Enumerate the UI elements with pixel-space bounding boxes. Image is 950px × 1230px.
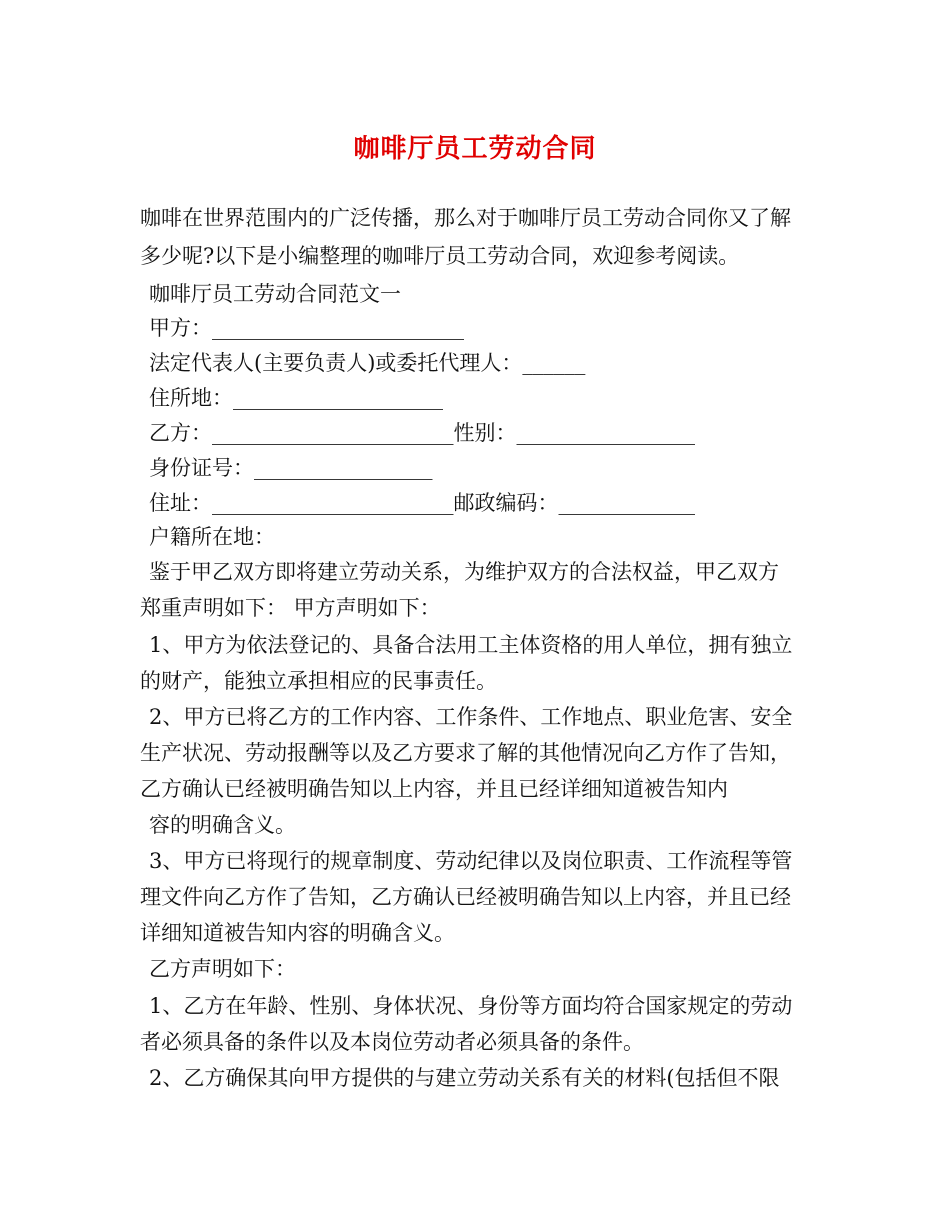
body-line: 2、乙方确保其向甲方提供的与建立劳动关系有关的材料(包括但不限: [149, 1066, 780, 1090]
body-line: 详细知道被告知内容的明确含义。: [140, 921, 455, 945]
form-field-line: 住所地：____________________: [149, 386, 443, 410]
body-line: 咖啡在世界范围内的广泛传播，那么对于咖啡厅员工劳动合同你又了解: [140, 206, 791, 230]
form-field-line: 户籍所在地：: [149, 525, 275, 549]
form-field-line: 甲方：________________________: [149, 316, 464, 340]
body-line: 鉴于甲乙双方即将建立劳动关系，为维护双方的合法权益，甲乙双方: [149, 560, 779, 584]
form-field-line: 乙方：_______________________性别：_________________: [149, 421, 695, 445]
body-line: 理文件向乙方作了告知，乙方确认已经被明确告知以上内容，并且已经: [140, 885, 791, 909]
body-line: 生产状况、劳动报酬等以及乙方要求了解的其他情况向乙方作了告知，: [140, 741, 791, 765]
body-line: 郑重声明如下： 甲方声明如下：: [140, 596, 441, 620]
body-line: 多少呢?以下是小编整理的咖啡厅员工劳动合同，欢迎参考阅读。: [140, 244, 740, 268]
form-field-line: 法定代表人(主要负责人)或委托代理人：______: [149, 351, 586, 375]
body-line: 1、乙方在年龄、性别、身体状况、身份等方面均符合国家规定的劳动: [149, 994, 793, 1018]
body-line: 乙方确认已经被明确告知以上内容，并且已经详细知道被告知内: [140, 777, 728, 801]
body-line: 者必须具备的条件以及本岗位劳动者必须具备的条件。: [140, 1030, 644, 1054]
section-heading: 乙方声明如下：: [149, 957, 296, 981]
document-title: 咖啡厅员工劳动合同: [353, 134, 597, 164]
form-field-line: 身份证号：_________________: [149, 456, 433, 480]
body-line: 的财产，能独立承担相应的民事责任。: [140, 669, 497, 693]
body-line: 1、甲方为依法登记的、具备合法用工主体资格的用人单位，拥有独立: [149, 633, 793, 657]
form-field-line: 住址：_______________________邮政编码：_____________: [149, 491, 695, 515]
section-heading: 咖啡厅员工劳动合同范文一: [149, 282, 401, 306]
body-line: 2、甲方已将乙方的工作内容、工作条件、工作地点、职业危害、安全: [149, 705, 793, 729]
body-line: 3、甲方已将现行的规章制度、劳动纪律以及岗位职责、工作流程等管: [149, 849, 793, 873]
body-line: 容的明确含义。: [149, 813, 296, 837]
